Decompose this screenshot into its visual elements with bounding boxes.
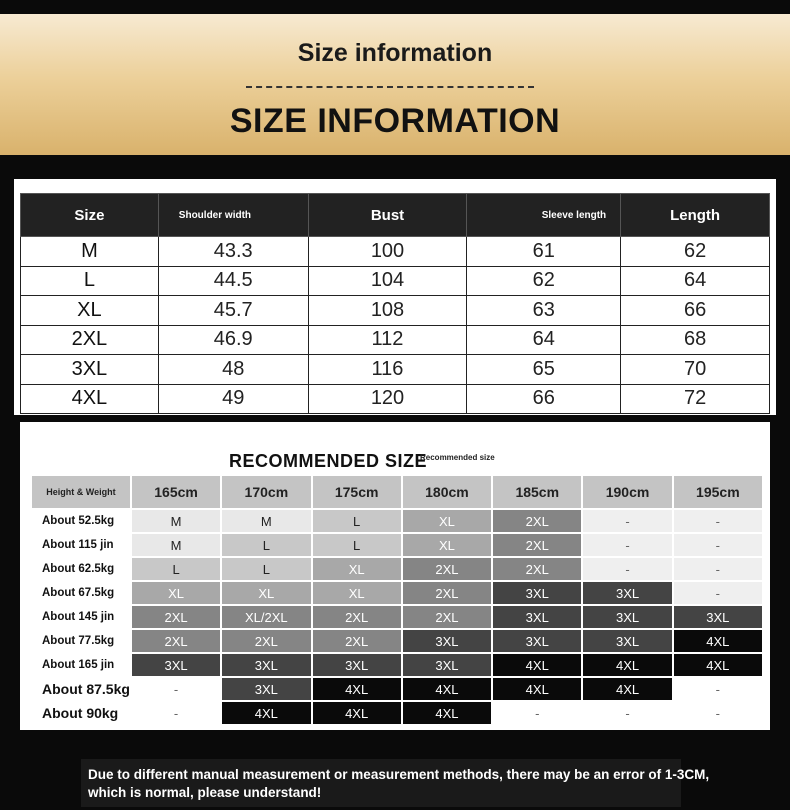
size-recommendation-cell: - — [674, 534, 762, 556]
size-row — [21, 325, 770, 355]
size-recommendation-cell: - — [583, 702, 671, 724]
measurement-cell: 116 — [308, 355, 467, 385]
size-recommendation-cell: 3XL — [222, 654, 310, 676]
measurement-cell: 120 — [308, 384, 467, 414]
recommended-row — [32, 558, 762, 580]
measurement-cell: 43.3 — [158, 237, 308, 267]
size-recommendation-cell: 3XL — [222, 678, 310, 700]
size-recommendation-cell: 2XL — [493, 534, 581, 556]
size-table-header-row — [21, 194, 770, 237]
recommended-title: RECOMMENDED SIZE — [229, 451, 428, 471]
size-recommendation-cell: 2XL — [403, 582, 491, 604]
size-recommendation-cell: 2XL — [313, 606, 401, 628]
size-recommendation-cell: 3XL — [132, 654, 220, 676]
footer-band — [0, 735, 790, 752]
size-recommendation-cell: - — [674, 582, 762, 604]
size-recommendation-cell: 4XL — [493, 654, 581, 676]
size-recommendation-cell: XL — [403, 510, 491, 532]
size-recommendation-cell: 4XL — [403, 678, 491, 700]
measurement-cell: 45.7 — [158, 296, 308, 326]
height-header: 185cm — [493, 476, 581, 508]
size-recommendation-cell: 3XL — [403, 654, 491, 676]
measurement-cell: 66 — [467, 384, 621, 414]
size-row — [21, 237, 770, 267]
recommended-row — [32, 510, 762, 532]
size-recommendation-cell: - — [132, 702, 220, 724]
page-title: SIZE INFORMATION — [229, 102, 561, 140]
measurement-cell: 66 — [621, 296, 770, 326]
column-header-sleeve-length: Sleeve length — [467, 194, 621, 237]
size-recommendation-cell: 4XL — [313, 678, 401, 700]
size-recommendation-cell: L — [222, 558, 310, 580]
size-recommendation-cell: 4XL — [674, 654, 762, 676]
column-header-bust: Bust — [308, 194, 467, 237]
size-recommendation-cell: L — [222, 534, 310, 556]
header-banner — [0, 14, 790, 155]
size-recommendation-cell: 2XL — [222, 630, 310, 652]
size-recommendation-cell: XL — [222, 582, 310, 604]
measurement-cell: 70 — [621, 355, 770, 385]
size-row — [21, 384, 770, 414]
recommended-subtitle: Recommended size — [420, 453, 495, 462]
size-recommendation-cell: - — [493, 702, 581, 724]
size-recommendation-cell: 3XL — [493, 630, 581, 652]
height-header: 190cm — [583, 476, 671, 508]
weight-label: About 165 jin — [32, 654, 130, 676]
recommended-header-row — [32, 476, 762, 508]
size-row — [21, 266, 770, 296]
size-recommendation-cell: 2XL — [403, 558, 491, 580]
size-recommendation-cell: 3XL — [583, 606, 671, 628]
size-recommendation-cell: - — [674, 702, 762, 724]
size-recommendation-cell: - — [674, 558, 762, 580]
size-recommendation-cell: - — [674, 510, 762, 532]
weight-label: About 62.5kg — [32, 558, 130, 580]
size-cell: 4XL — [21, 384, 159, 414]
size-recommendation-cell: 3XL — [493, 606, 581, 628]
weight-label: About 52.5kg — [32, 510, 130, 532]
recommended-row — [32, 654, 762, 676]
size-row — [21, 355, 770, 385]
size-recommendation-cell: 4XL — [583, 654, 671, 676]
size-cell: 2XL — [21, 325, 159, 355]
weight-label: About 77.5kg — [32, 630, 130, 652]
size-recommendation-cell: 3XL — [313, 654, 401, 676]
height-header: 175cm — [313, 476, 401, 508]
divider-dashes — [246, 86, 534, 88]
measurement-cell: 63 — [467, 296, 621, 326]
size-recommendation-cell: 4XL — [583, 678, 671, 700]
weight-label: About 90kg — [32, 702, 130, 724]
size-recommendation-cell: 2XL — [403, 606, 491, 628]
size-recommendation-cell: 3XL — [583, 582, 671, 604]
size-recommendation-cell: - — [132, 678, 220, 700]
recommended-row — [32, 606, 762, 628]
measurement-cell: 64 — [467, 325, 621, 355]
size-recommendation-cell: - — [583, 510, 671, 532]
size-recommendation-cell: 3XL — [583, 630, 671, 652]
size-recommendation-cell: 4XL — [313, 702, 401, 724]
size-row — [21, 296, 770, 326]
measurement-cell: 61 — [467, 237, 621, 267]
recommended-row — [32, 534, 762, 556]
weight-label: About 87.5kg — [32, 678, 130, 700]
size-recommendation-cell: 2XL — [493, 558, 581, 580]
weight-label: About 67.5kg — [32, 582, 130, 604]
corner-header: Height & Weight — [32, 476, 130, 508]
size-recommendation-cell: 2XL — [493, 510, 581, 532]
size-recommendation-cell: XL — [132, 582, 220, 604]
measurement-cell: 62 — [621, 237, 770, 267]
size-recommendation-cell: 2XL — [132, 606, 220, 628]
size-recommendation-cell: - — [583, 534, 671, 556]
size-recommendation-cell: M — [132, 510, 220, 532]
recommended-size-table — [30, 474, 764, 726]
size-recommendation-cell: L — [313, 510, 401, 532]
measurement-cell: 68 — [621, 325, 770, 355]
column-header-shoulder-width: Shoulder width — [158, 194, 308, 237]
top-bar — [0, 0, 790, 14]
size-recommendation-cell: - — [674, 678, 762, 700]
size-recommendation-cell: 3XL — [403, 630, 491, 652]
column-header-length: Length — [621, 194, 770, 237]
measurement-cell: 49 — [158, 384, 308, 414]
size-recommendation-cell: 2XL — [313, 630, 401, 652]
measurement-cell: 72 — [621, 384, 770, 414]
size-table — [20, 193, 770, 414]
weight-label: About 145 jin — [32, 606, 130, 628]
height-header: 180cm — [403, 476, 491, 508]
measurement-cell: 112 — [308, 325, 467, 355]
recommended-row — [32, 582, 762, 604]
page-subtitle: Size information — [297, 39, 493, 67]
measurement-cell: 64 — [621, 266, 770, 296]
size-recommendation-cell: L — [132, 558, 220, 580]
size-recommendation-cell: 4XL — [222, 702, 310, 724]
size-recommendation-cell: - — [583, 558, 671, 580]
size-cell: L — [21, 266, 159, 296]
measurement-cell: 108 — [308, 296, 467, 326]
measurement-cell: 48 — [158, 355, 308, 385]
size-recommendation-cell: 2XL — [132, 630, 220, 652]
size-cell: M — [21, 237, 159, 267]
size-recommendation-cell: 3XL — [674, 606, 762, 628]
weight-label: About 115 jin — [32, 534, 130, 556]
size-recommendation-cell: 4XL — [493, 678, 581, 700]
column-header-size: Size — [21, 194, 159, 237]
height-header: 195cm — [674, 476, 762, 508]
size-recommendation-cell: L — [313, 534, 401, 556]
height-header: 170cm — [222, 476, 310, 508]
measurement-cell: 100 — [308, 237, 467, 267]
measurement-cell: 44.5 — [158, 266, 308, 296]
footer — [0, 752, 790, 810]
measurement-cell: 46.9 — [158, 325, 308, 355]
size-recommendation-cell: 3XL — [493, 582, 581, 604]
size-recommendation-cell: M — [222, 510, 310, 532]
footer-note: Due to different manual measurement or measurement methods, there may be an error of 1-3CM, which is normal, please understand! — [88, 767, 710, 800]
size-recommendation-cell: 4XL — [403, 702, 491, 724]
recommended-row — [32, 630, 762, 652]
size-recommendation-cell: XL/2XL — [222, 606, 310, 628]
size-recommendation-cell: XL — [313, 582, 401, 604]
measurement-cell: 62 — [467, 266, 621, 296]
recommended-row — [32, 702, 762, 724]
recommended-row — [32, 678, 762, 700]
size-recommendation-cell: 4XL — [674, 630, 762, 652]
measurement-cell: 104 — [308, 266, 467, 296]
size-recommendation-cell: XL — [403, 534, 491, 556]
size-recommendation-cell: XL — [313, 558, 401, 580]
size-cell: XL — [21, 296, 159, 326]
height-header: 165cm — [132, 476, 220, 508]
measurement-cell: 65 — [467, 355, 621, 385]
size-recommendation-cell: M — [132, 534, 220, 556]
size-cell: 3XL — [21, 355, 159, 385]
